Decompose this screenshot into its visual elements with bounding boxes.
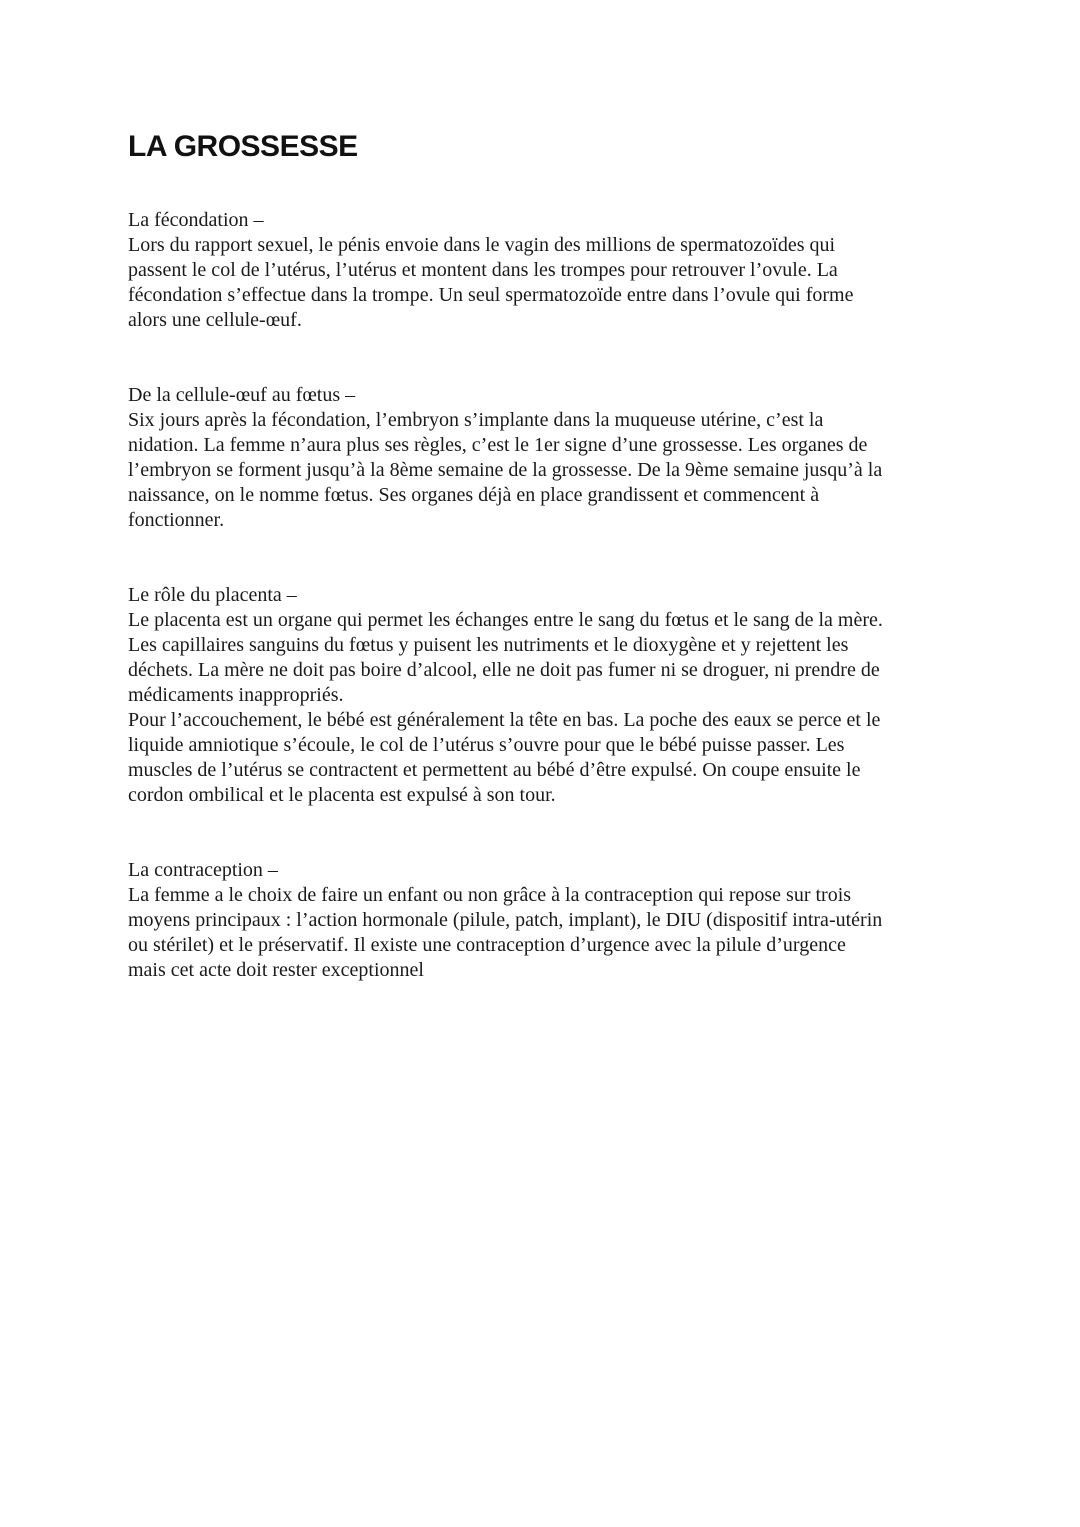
- paragraph-line: La femme a le choix de faire un enfant ou non grâce à la contraception qui repose sur trois: [128, 884, 852, 906]
- paragraph-line: passent le col de l’utérus, l’utérus et montent dans les trompes pour retrouver l’ovule. La: [128, 259, 838, 281]
- paragraph-line: moyens principaux : l’action hormonale (pilule, patch, implant), le DIU (dispositif intra-utérin: [128, 909, 883, 931]
- section-paragraph: [128, 883, 964, 983]
- paragraph-line: l’embryon se forment jusqu’à la 8ème semaine de la grossesse. De la 9ème semaine jusqu’à la: [128, 459, 883, 481]
- paragraph-line: Les capillaires sanguins du fœtus y puisent les nutriments et le dioxygène et y rejettent les: [128, 634, 849, 656]
- section-heading: Le rôle du placenta –: [128, 584, 297, 606]
- paragraph-line: naissance, on le nomme fœtus. Ses organes déjà en place grandissent et commencent à: [128, 484, 820, 506]
- paragraph-line: cordon ombilical et le placenta est expulsé à son tour.: [128, 784, 556, 806]
- document-content: [128, 130, 964, 1033]
- section-heading: La contraception –: [128, 859, 278, 881]
- section-paragraph: [128, 608, 964, 808]
- paragraph-line: Six jours après la fécondation, l’embryon s’implante dans la muqueuse utérine, c’est la: [128, 409, 824, 431]
- paragraph-line: fécondation s’effectue dans la trompe. Un seul spermatozoïde entre dans l’ovule qui forme: [128, 284, 854, 306]
- paragraph-line: Le placenta est un organe qui permet les échanges entre le sang du fœtus et le sang de la mère.: [128, 609, 883, 631]
- paragraph-line: muscles de l’utérus se contractent et permettent au bébé d’être expulsé. On coupe ensuite le: [128, 759, 861, 781]
- section-heading: De la cellule-œuf au fœtus –: [128, 384, 356, 406]
- paragraph-line: alors une cellule-œuf.: [128, 309, 302, 331]
- paragraph-line: mais cet acte doit rester exceptionnel: [128, 959, 424, 981]
- section-heading: La fécondation –: [128, 209, 264, 231]
- paragraph-line: liquide amniotique s’écoule, le col de l’utérus s’ouvre pour que le bébé puisse passer. Les: [128, 734, 845, 756]
- document-body: [128, 208, 964, 983]
- page-title: LA GROSSESSE: [128, 130, 358, 163]
- paragraph-line: médicaments inappropriés.: [128, 684, 344, 706]
- paragraph-line: Lors du rapport sexuel, le pénis envoie dans le vagin des millions de spermatozoïdes qui: [128, 234, 836, 256]
- paragraph-line: Pour l’accouchement, le bébé est généralement la tête en bas. La poche des eaux se perce et le: [128, 709, 881, 731]
- document-section: [128, 858, 964, 983]
- section-paragraph: [128, 408, 964, 533]
- paragraph-line: fonctionner.: [128, 509, 225, 531]
- paragraph-line: nidation. La femme n’aura plus ses règles, c’est le 1er signe d’une grossesse. Les organes de: [128, 434, 868, 456]
- paragraph-line: ou stérilet) et le préservatif. Il existe une contraception d’urgence avec la pilule d’urgence: [128, 934, 846, 956]
- document-section: [128, 208, 964, 333]
- section-paragraph: [128, 233, 964, 333]
- paragraph-line: déchets. La mère ne doit pas boire d’alcool, elle ne doit pas fumer ni se droguer, ni prendre de: [128, 659, 880, 681]
- document-section: [128, 383, 964, 533]
- document-section: [128, 583, 964, 808]
